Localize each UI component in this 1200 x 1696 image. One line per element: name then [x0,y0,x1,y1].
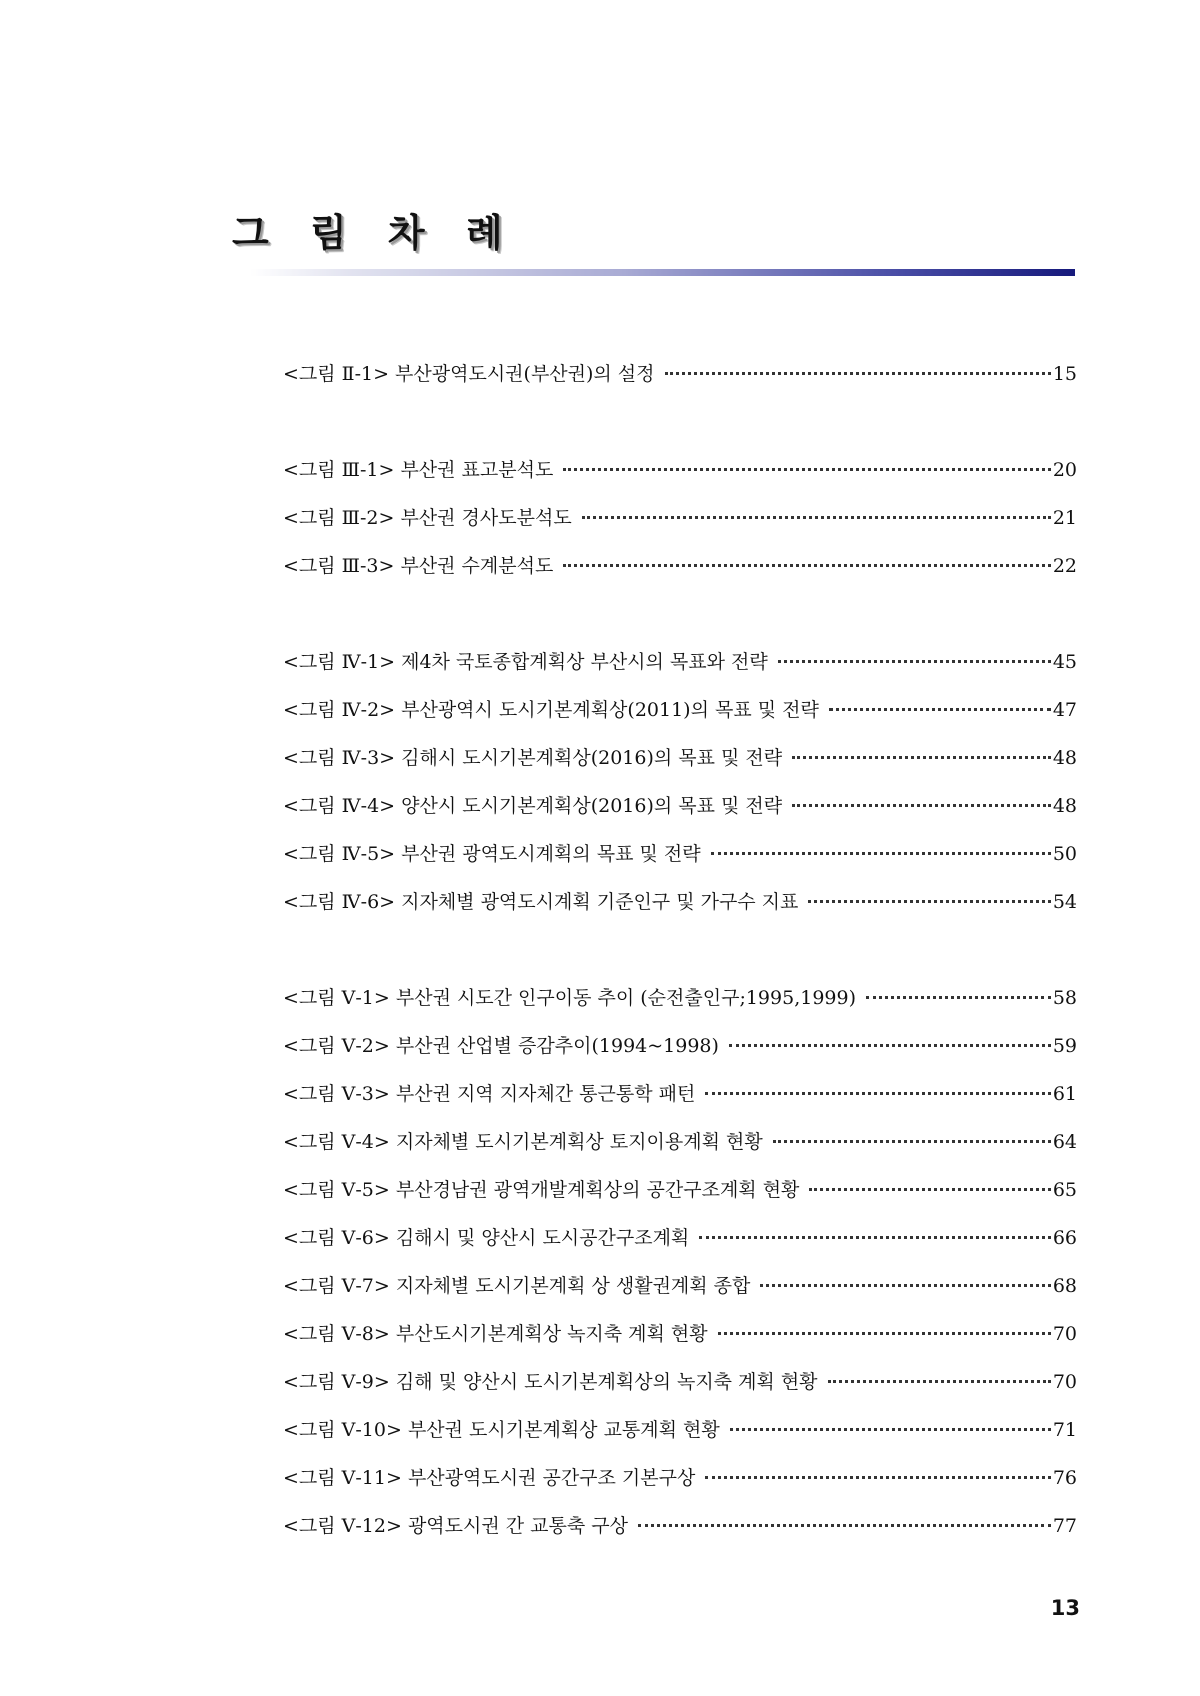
toc-entry-label: <그림 Ⅴ-12> 광역도시권 간 교통축 구상 [283,1515,628,1537]
toc-entry[interactable] [283,638,1077,686]
dot-leader [699,1236,1051,1239]
dot-leader [582,516,1051,519]
toc-entry-label: <그림 Ⅳ-3> 김해시 도시기본계획상(2016)의 목표 및 전략 [283,747,783,769]
figure-group [283,350,1077,398]
toc-entry-page: 71 [1052,1419,1077,1441]
toc-entry-label: <그림 Ⅳ-1> 제4차 국토종합계획상 부산시의 목표와 전략 [283,651,768,673]
toc-entry[interactable] [283,446,1077,494]
dot-leader [729,1044,1051,1047]
figure-group [283,446,1077,590]
toc-entry-page: 47 [1052,699,1077,721]
toc-entry-label: <그림 Ⅳ-4> 양산시 도시기본계획상(2016)의 목표 및 전략 [283,795,783,817]
dot-leader [792,756,1051,759]
toc-entry[interactable] [283,686,1077,734]
toc-entry-label: <그림 Ⅲ-2> 부산권 경사도분석도 [283,507,572,529]
figure-list [283,350,1077,1550]
dot-leader [808,900,1050,903]
dot-leader [773,1140,1051,1143]
toc-entry-page: 45 [1052,651,1077,673]
dot-leader [778,660,1051,663]
dot-leader [711,852,1051,855]
toc-entry[interactable] [283,350,1077,398]
toc-entry-page: 64 [1052,1131,1077,1153]
toc-entry[interactable] [283,1214,1077,1262]
toc-entry-label: <그림 Ⅳ-6> 지자체별 광역도시계획 기준인구 및 가구수 지표 [283,891,799,913]
toc-entry-page: 54 [1052,891,1077,913]
title-underline-bar [250,269,1075,276]
dot-leader [563,564,1050,567]
toc-entry-label: <그림 Ⅳ-2> 부산광역시 도시기본계획상(2011)의 목표 및 전략 [283,699,819,721]
toc-entry-page: 65 [1052,1179,1077,1201]
dot-leader [730,1428,1051,1431]
dot-leader [792,804,1051,807]
toc-entry-page: 15 [1052,363,1077,385]
dot-leader [665,372,1051,375]
toc-entry-page: 66 [1052,1227,1077,1249]
toc-entry-label: <그림 Ⅲ-3> 부산권 수계분석도 [283,555,554,577]
dot-leader [638,1524,1051,1527]
toc-entry[interactable] [283,1406,1077,1454]
dot-leader [828,1380,1051,1383]
toc-entry-page: 70 [1052,1323,1077,1345]
figure-group [283,974,1077,1550]
page-number: 13 [1050,1596,1080,1620]
figure-group [283,638,1077,926]
dot-leader [718,1332,1051,1335]
toc-entry-page: 61 [1052,1083,1077,1105]
toc-entry[interactable] [283,830,1077,878]
toc-entry-page: 59 [1052,1035,1077,1057]
toc-entry[interactable] [283,974,1077,1022]
toc-entry-page: 76 [1052,1467,1077,1489]
toc-entry-label: <그림 Ⅴ-6> 김해시 및 양산시 도시공간구조계획 [283,1227,690,1249]
toc-entry-page: 48 [1052,795,1077,817]
toc-entry[interactable] [283,1070,1077,1118]
toc-entry[interactable] [283,1118,1077,1166]
toc-entry[interactable] [283,494,1077,542]
toc-entry[interactable] [283,1454,1077,1502]
toc-entry-label: <그림 Ⅴ-1> 부산권 시도간 인구이동 추이 (순전출인구;1995,1999) [283,987,857,1009]
toc-entry-page: 21 [1052,507,1077,529]
toc-entry[interactable] [283,1022,1077,1070]
toc-entry[interactable] [283,734,1077,782]
toc-entry[interactable] [283,782,1077,830]
toc-entry-label: <그림 Ⅱ-1> 부산광역도시권(부산권)의 설정 [283,363,655,385]
toc-entry-label: <그림 Ⅴ-9> 김해 및 양산시 도시기본계획상의 녹지축 계획 현황 [283,1371,818,1393]
dot-leader [563,468,1050,471]
toc-entry-label: <그림 Ⅴ-10> 부산권 도시기본계획상 교통계획 현황 [283,1419,720,1441]
toc-entry[interactable] [283,542,1077,590]
toc-entry-page: 20 [1052,459,1077,481]
toc-entry[interactable] [283,1310,1077,1358]
dot-leader [760,1284,1050,1287]
toc-entry-label: <그림 Ⅴ-2> 부산권 산업별 증감추이(1994~1998) [283,1035,719,1057]
toc-entry-label: <그림 Ⅴ-5> 부산경남권 광역개발계획상의 공간구조계획 현황 [283,1179,800,1201]
toc-entry-label: <그림 Ⅴ-7> 지자체별 도시기본계획 상 생활권계획 종합 [283,1275,751,1297]
dot-leader [866,996,1051,999]
toc-entry-label: <그림 Ⅴ-8> 부산도시기본계획상 녹지축 계획 현황 [283,1323,708,1345]
dot-leader [705,1092,1050,1095]
toc-entry-label: <그림 Ⅳ-5> 부산권 광역도시계획의 목표 및 전략 [283,843,701,865]
toc-entry[interactable] [283,1262,1077,1310]
toc-entry-page: 58 [1052,987,1077,1009]
dot-leader [829,708,1051,711]
toc-entry[interactable] [283,1166,1077,1214]
toc-entry-page: 48 [1052,747,1077,769]
toc-entry-label: <그림 Ⅲ-1> 부산권 표고분석도 [283,459,554,481]
toc-entry-label: <그림 Ⅴ-4> 지자체별 도시기본계획상 토지이용계획 현황 [283,1131,763,1153]
dot-leader [809,1188,1050,1191]
toc-entry[interactable] [283,878,1077,926]
page-title: 그 림 차 례 [232,211,517,255]
toc-entry-page: 70 [1052,1371,1077,1393]
toc-entry[interactable] [283,1502,1077,1550]
toc-entry-label: <그림 Ⅴ-11> 부산광역도시권 공간구조 기본구상 [283,1467,696,1489]
toc-entry-page: 22 [1052,555,1077,577]
toc-entry-page: 50 [1052,843,1077,865]
dot-leader [705,1476,1050,1479]
toc-entry-page: 77 [1052,1515,1077,1537]
toc-entry[interactable] [283,1358,1077,1406]
toc-entry-label: <그림 Ⅴ-3> 부산권 지역 지자체간 통근통학 패턴 [283,1083,696,1105]
toc-entry-page: 68 [1052,1275,1077,1297]
